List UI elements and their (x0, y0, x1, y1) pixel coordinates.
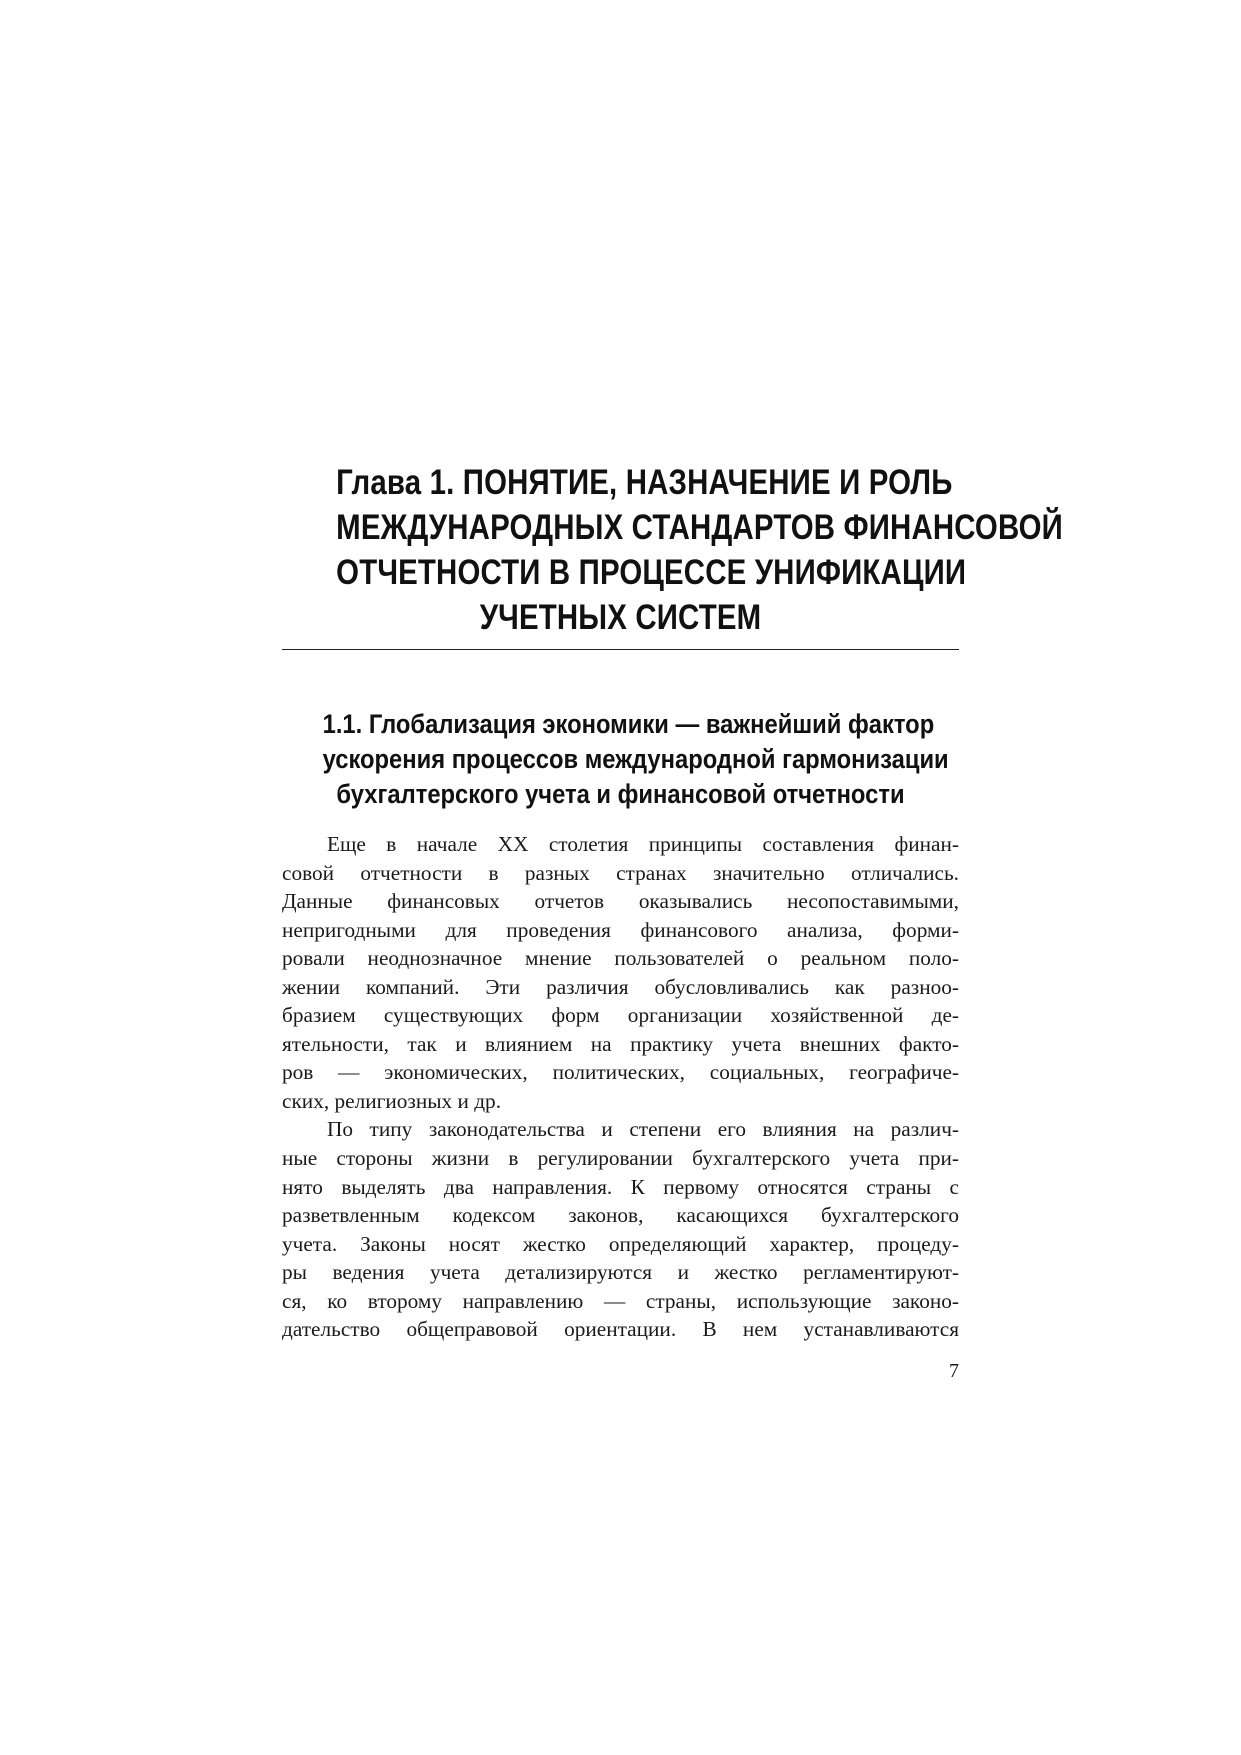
text-line: дательство общеправовой ориентации. В нем устанавливаются (282, 1317, 959, 1342)
text-line: ные стороны жизни в регулировании бухгалтерского учета при- (282, 1146, 959, 1171)
text-line: непригодными для проведения финансового анализа, форми- (282, 917, 959, 942)
section-title (322, 707, 949, 812)
chapter-title-line: УЧЕТНЫХ СИСТЕМ (479, 598, 762, 637)
section-title-line: ускорения процессов международной гармонизации (322, 744, 949, 774)
text-line: ровали неоднозначное мнение пользователей о реальном поло- (282, 946, 959, 971)
text-line: совой отчетности в разных странах значительно отличались. (282, 860, 959, 885)
body-text (282, 830, 959, 1344)
text-line: По типу законодательства и степени его влияния на различ- (327, 1117, 959, 1142)
text-line: нято выделять два направления. К первому относятся страны с (282, 1174, 959, 1199)
section-title-line: 1.1. Глобализация экономики — важнейший фактор (322, 709, 935, 739)
text-line: Данные финансовых отчетов оказывались несопоставимыми, (282, 889, 959, 914)
text-line: ятельности, так и влиянием на практику учета внешних факто- (282, 1031, 959, 1056)
text-line: жении компаний. Эти различия обусловливались как разноо- (282, 974, 959, 999)
text-line: ских, религиозных и др. (282, 1088, 502, 1113)
text-line: ры ведения учета детализируются и жестко регламентируют- (282, 1260, 959, 1285)
chapter-title (336, 460, 1063, 640)
text-line: бразием существующих форм организации хозяйственной де- (282, 1003, 959, 1028)
chapter-title-line: МЕЖДУНАРОДНЫХ СТАНДАРТОВ ФИНАНСОВОЙ (336, 508, 1063, 547)
text-line: ся, ко второму направлению — страны, использующие законо- (282, 1288, 959, 1313)
paragraph-2 (282, 1115, 959, 1343)
paragraph-1 (282, 830, 959, 1115)
page-number: 7 (949, 1360, 959, 1382)
section-title-line: бухгалтерского учета и финансовой отчетности (336, 779, 905, 809)
chapter-title-line: ОТЧЕТНОСТИ В ПРОЦЕССЕ УНИФИКАЦИИ (336, 553, 967, 592)
chapter-title-line: Глава 1. ПОНЯТИЕ, НАЗНАЧЕНИЕ И РОЛЬ (336, 463, 953, 502)
text-line: ров — экономических, политических, социальных, географиче- (282, 1060, 959, 1085)
text-line: учета. Законы носят жестко определяющий характер, процеду- (282, 1231, 959, 1256)
chapter-divider (282, 649, 959, 650)
text-line: Еще в начале XX столетия принципы составления финан- (327, 832, 959, 856)
text-line: разветвленным кодексом законов, касающихся бухгалтерского (282, 1203, 959, 1228)
